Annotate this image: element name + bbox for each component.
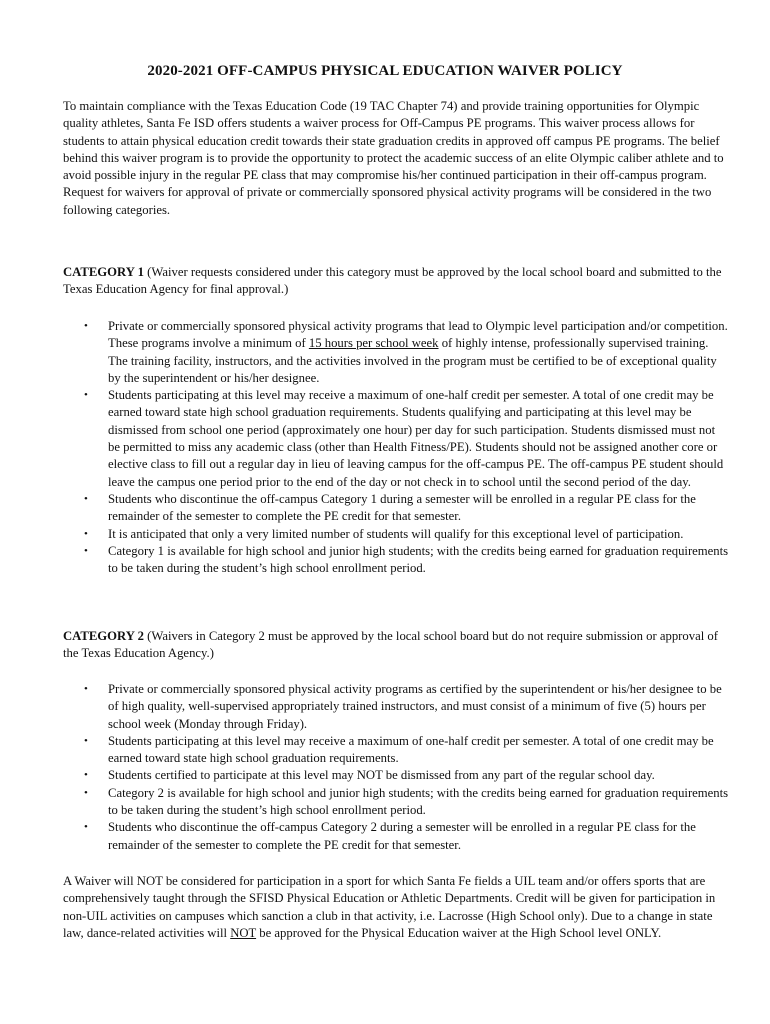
bullet-icon: • — [84, 821, 88, 834]
bullet-icon: • — [84, 389, 88, 402]
list-item: • Private or commercially sponsored physical activity programs that lead to Olympic level participation and/or competition. These programs involve a minimum of 15 hours per school week of highly intense, professionally supervised training. The training facility, instructors, and the activities involved in the program must be certified to be of exceptional quality by the superintendent or his/her designee. — [84, 319, 728, 385]
list-item: • It is anticipated that only a very limited number of students will qualify for this exceptional level of participation. — [63, 526, 729, 543]
bullet-icon: • — [84, 734, 88, 747]
intro-paragraph: To maintain compliance with the Texas Education Code (19 TAC Chapter 74) and provide training opportunities for Olympic quality athletes, Santa Fe ISD offers students a waiver process for Off-Campus PE programs. This waiver process allows for students to attain physical education credit towards their state graduation credits in approved off campus PE programs. The belief behind this waiver program is to provide the opportunity to protect the academic success of an elite Olympic caliber athlete and to avoid possible injury in the regular PE class that may compromise his/her continued participation in their off-campus program. Request for waivers for approval of private or commercially sponsored physical activity programs will be considered in the two following categories. — [63, 99, 724, 217]
underlined-not: NOT — [230, 925, 257, 940]
category-2-note: (Waivers in Category 2 must be approved by the local school board but do not require submission or approval of the Texas Education Agency.) — [63, 629, 718, 661]
list-item: • Category 2 is available for high school and junior high students; with the credits being earned for graduation requirements to be taken during the student’s high school enrollment period. — [84, 785, 729, 818]
bullet-icon: • — [84, 492, 88, 505]
category-2-list — [63, 681, 729, 854]
category-1-note: (Waiver requests considered under this category must be approved by the local school board and submitted to the Texas Education Agency for final approval.) — [63, 265, 722, 297]
bullet-icon: • — [84, 786, 88, 799]
list-item: • Students who discontinue the off-campus Category 2 during a semester will be enrolled in a regular PE class for the remainder of the semester to complete the PE credit for that semester. — [84, 820, 696, 852]
bullet-icon: • — [84, 683, 88, 695]
closing-paragraph: A Waiver will NOT be considered for participation in a sport for which Santa Fe fields a UIL team and/or offers sports that are comprehensively taught through the SFISD Physical Education or Athletic Departments. Credit will be given for participation in non-UIL activities on campuses which sanction a club in that activity, i.e. Lacrosse (High School only). Due to a change in state law, dance-related activities will NOT be approved for the Physical Education waiver at the High School level ONLY. — [63, 874, 716, 940]
list-item: • Category 1 is available for high school and junior high students; with the credits being earned for graduation requirements to be taken during the student’s high school enrollment period. — [84, 543, 729, 576]
list-item: • Students participating at this level may receive a maximum of one-half credit per semester. A total of one credit may be earned toward state high school graduation requirements. Students qualifying and participating at this level may be dismissed from school one period (approximately one hour) per day for such participation. Students dismissed must not be permitted to miss any academic class (other than Health Fitness/PE). Students should not be assigned another core or elective class to fill out a regular day in lieu of leaving campus for the off-campus PE. The off-campus PE student should leave the campus one period prior to the end of the day or not check in to school until the second period of the day. — [84, 388, 724, 489]
list-item: • Students participating at this level may receive a maximum of one-half credit per semester. A total of one credit may be earned toward state high school graduation requirements. — [84, 733, 714, 766]
list-item: • Private or commercially sponsored physical activity programs as certified by the superintendent or his/her designee to be of high quality, well-supervised appropriately trained instructors, and must consist of a minimum of five (5) hours per school week (Monday through Friday). — [84, 682, 722, 731]
bullet-icon: • — [84, 544, 88, 557]
page-title: 2020-2021 OFF-CAMPUS PHYSICAL EDUCATION WAIVER POLICY — [147, 63, 623, 79]
bullet-icon: • — [84, 527, 88, 540]
list-item: • Students who discontinue the off-campus Category 1 during a semester will be enrolled in a regular PE class for the remainder of the semester to complete the PE credit for that semester. — [84, 491, 696, 524]
underlined-hours: 15 hours per school week — [308, 336, 439, 351]
bullet-icon: • — [84, 769, 88, 782]
category-1-heading — [63, 264, 729, 299]
list-item: • Students certified to participate at this level may NOT be dismissed from any part of the regular school day. — [63, 767, 729, 784]
category-2-heading — [63, 628, 729, 663]
category-2-label: CATEGORY 2 — [63, 629, 144, 643]
category-1-label: CATEGORY 1 — [63, 265, 144, 279]
category-1-list — [63, 318, 729, 577]
bullet-icon: • — [84, 320, 88, 332]
